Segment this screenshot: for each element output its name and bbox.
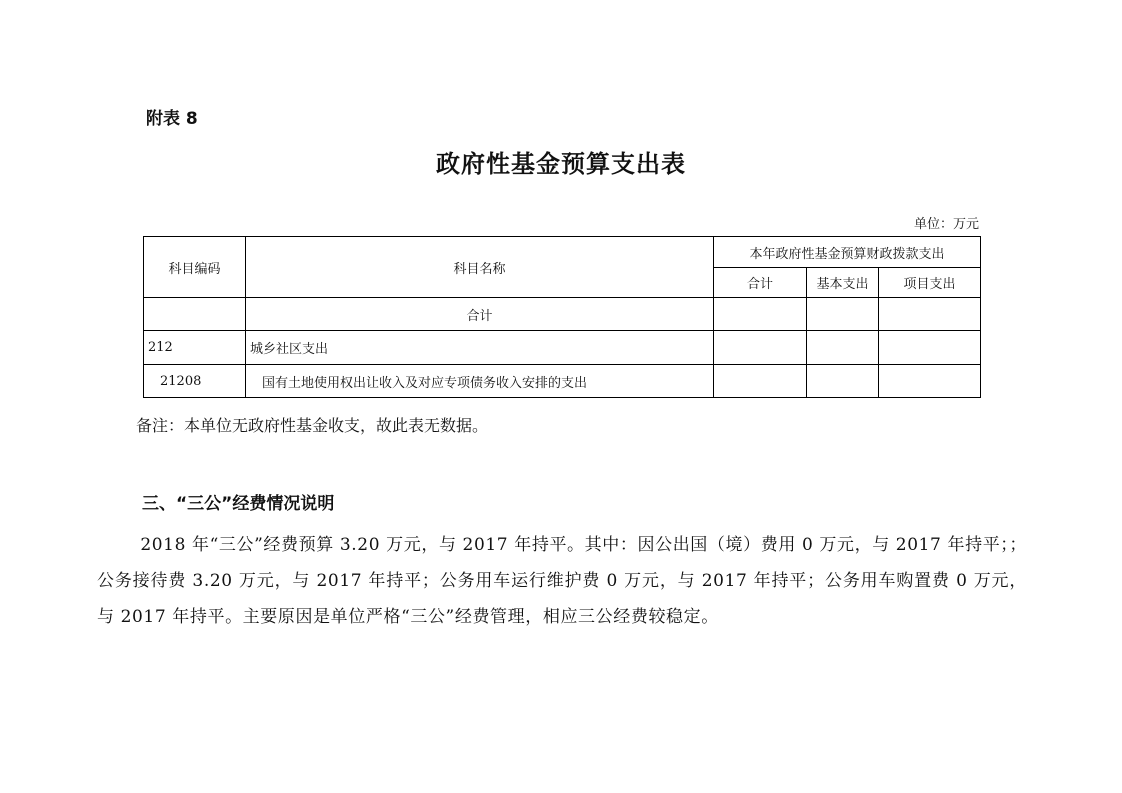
header-name: 科目名称 bbox=[246, 237, 714, 298]
row-project bbox=[879, 298, 981, 331]
header-project: 项目支出 bbox=[879, 268, 981, 298]
table-remark: 备注：本单位无政府性基金收支，故此表无数据。 bbox=[136, 416, 489, 435]
row-project bbox=[879, 365, 981, 398]
table-row bbox=[144, 365, 981, 398]
header-row-1 bbox=[144, 237, 981, 268]
unit-note: 单位：万元 bbox=[913, 217, 979, 232]
row-project bbox=[879, 331, 981, 365]
row-code: 212 bbox=[144, 331, 246, 365]
row-basic bbox=[807, 365, 879, 398]
table-row bbox=[144, 298, 981, 331]
row-basic bbox=[807, 331, 879, 365]
row-code bbox=[144, 298, 246, 331]
row-total bbox=[714, 365, 807, 398]
header-group: 本年政府性基金预算财政拨款支出 bbox=[714, 237, 981, 268]
row-code: 21208 bbox=[144, 365, 246, 398]
row-basic bbox=[807, 298, 879, 331]
row-total bbox=[714, 331, 807, 365]
header-total: 合计 bbox=[714, 268, 807, 298]
budget-table bbox=[143, 236, 981, 398]
section-heading: 三、“三公”经费情况说明 bbox=[142, 494, 335, 514]
row-name: 国有土地使用权出让收入及对应专项债务收入安排的支出 bbox=[246, 365, 714, 398]
row-name: 城乡社区支出 bbox=[246, 331, 714, 365]
row-name: 合计 bbox=[246, 298, 714, 331]
row-total bbox=[714, 298, 807, 331]
header-basic: 基本支出 bbox=[807, 268, 879, 298]
table-row bbox=[144, 331, 981, 365]
section-paragraph: 2018 年“三公”经费预算 3.20 万元，与 2017 年持平。其中：因公出国（境）费用 0 万元，与 2017 年持平；；公务接待费 3.20 万元，与 2017 年持平；公务用车运行维护费 0 万元，与 2017 年持平；公务用车购置费 0 万元，与 2017 年持平。主要原因是单位严格“三公”经费管理，相应三公经费较稳定。 bbox=[97, 535, 1027, 627]
page-title: 政府性基金预算支出表 bbox=[436, 149, 686, 178]
header-code: 科目编码 bbox=[144, 237, 246, 298]
attachment-label: 附表 8 bbox=[146, 109, 198, 129]
